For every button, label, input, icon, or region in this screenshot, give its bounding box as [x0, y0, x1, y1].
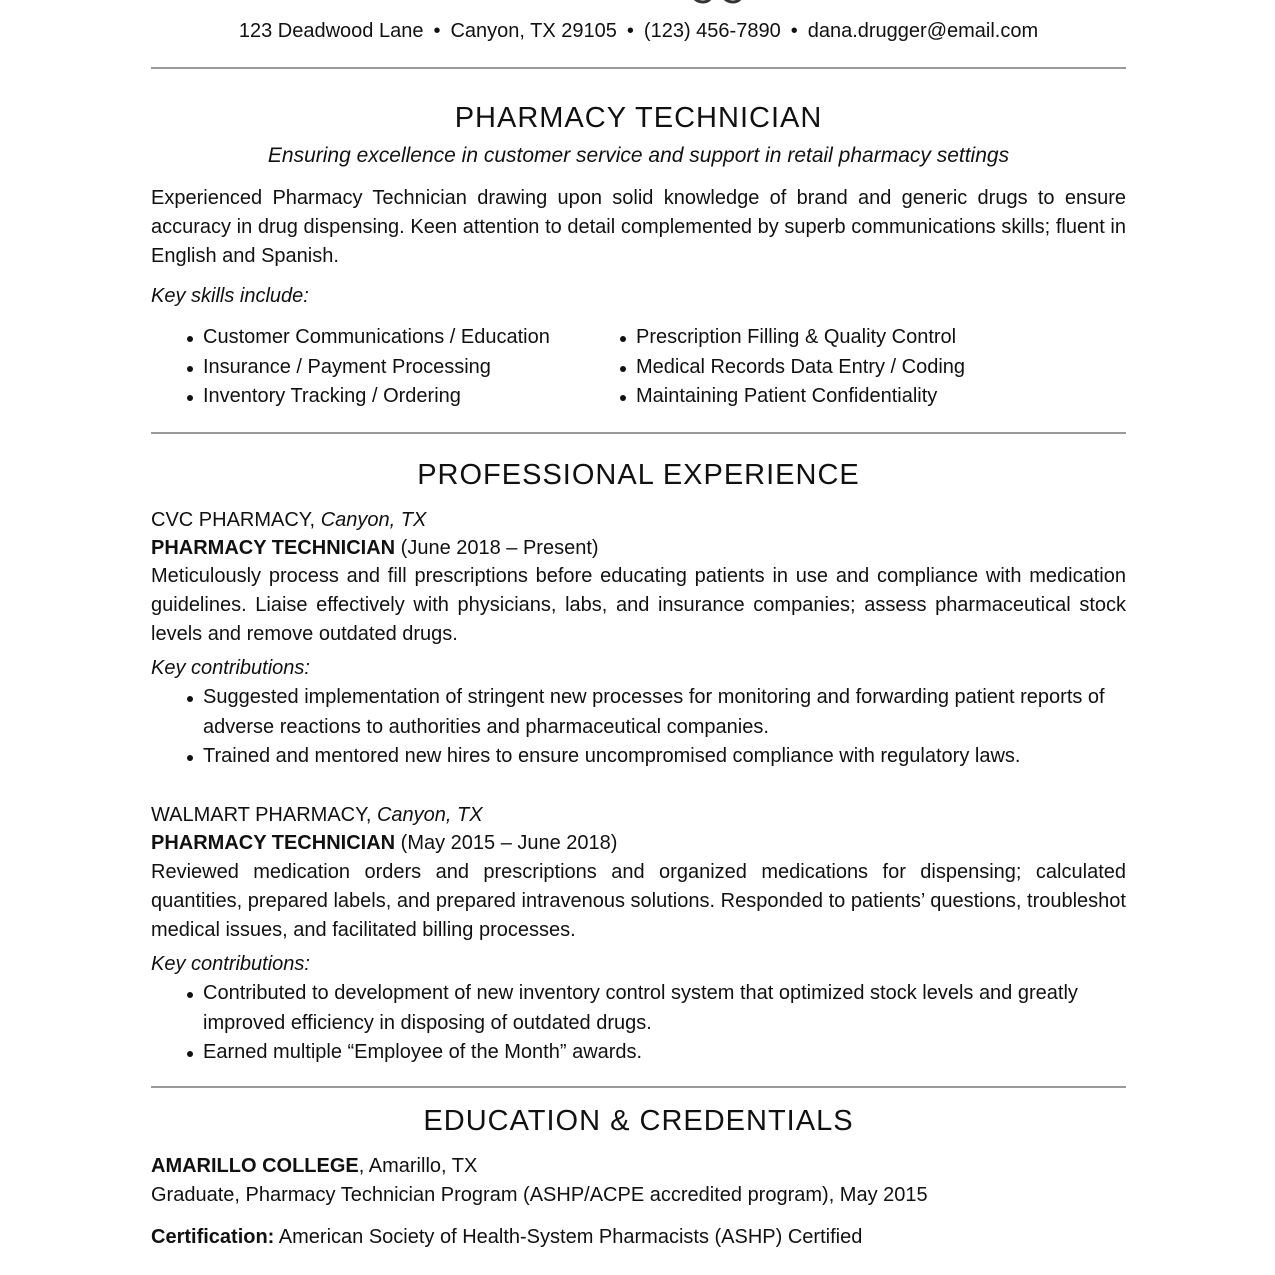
- contributions-list: [151, 683, 1126, 772]
- city-state-zip: Canyon, TX 29105: [450, 20, 617, 42]
- certification-value: American Society of Health-System Pharmacists (ASHP) Certified: [274, 1226, 863, 1248]
- job-title: PHARMACY TECHNICIAN: [151, 832, 396, 854]
- separator-dot: •: [790, 20, 798, 42]
- divider: [151, 1086, 1126, 1088]
- skill-item: Inventory Tracking / Ordering: [151, 382, 591, 412]
- summary-tagline: Ensuring excellence in customer service and support in retail pharmacy settings: [267, 144, 1010, 167]
- summary-paragraph: Experienced Pharmacy Technician drawing upon solid knowledge of brand and generic drugs to ensure accuracy in drug dispensing. Keen attention to detail complemented by superb communications skills; fluent in English and Spanish.: [151, 187, 1126, 267]
- separator-dot: •: [433, 20, 441, 42]
- skills-list-right: [584, 323, 1024, 412]
- contributions-label: Key contributions:: [151, 953, 310, 975]
- degree-line: Graduate, Pharmacy Technician Program (ASHP/ACPE accredited program), May 2015: [151, 1184, 928, 1206]
- skills-list-left: [151, 323, 591, 412]
- contributions-list: [151, 979, 1126, 1068]
- name-heading-cropped: [689, 0, 749, 6]
- school-line: [151, 1153, 477, 1179]
- employer-line: [151, 507, 426, 533]
- contact-line: [151, 19, 1126, 43]
- contribution-item: Trained and mentored new hires to ensure uncompromised compliance with regulatory laws.: [151, 742, 1126, 772]
- divider: [151, 432, 1126, 434]
- job-dates: (May 2015 – June 2018): [400, 832, 618, 854]
- job-title: PHARMACY TECHNICIAN: [151, 537, 396, 559]
- job-description: Meticulously process and fill prescriptions before educating patients in use and compliance with medication guidelines. Liaise effectively with physicians, labs, and insurance companies; assess pharmaceutical stock levels and remove outdated drugs.: [151, 565, 1126, 645]
- skill-item: Medical Records Data Entry / Coding: [584, 353, 1024, 383]
- address-line: 123 Deadwood Lane: [238, 20, 424, 42]
- separator-dot: •: [626, 20, 634, 42]
- employer-name: CVC PHARMACY,: [151, 509, 316, 531]
- phone-number: (123) 456-7890: [643, 20, 781, 42]
- school-name: AMARILLO COLLEGE: [151, 1155, 359, 1177]
- education-title: EDUCATION & CREDENTIALS: [423, 1105, 854, 1137]
- job-description: Reviewed medication orders and prescriptions and organized medications for dispensing; calculated quantities, prepared labels, and prepared intravenous solutions. Responded to patients’ questions, troubleshot medical issues, and facilitated billing processes.: [151, 861, 1126, 941]
- contribution-item: Suggested implementation of stringent new processes for monitoring and forwarding patient reports of adverse reactions to authorities and pharmaceutical companies.: [151, 683, 1126, 742]
- skill-item: Insurance / Payment Processing: [151, 353, 591, 383]
- summary-title: PHARMACY TECHNICIAN: [454, 102, 823, 134]
- role-line: [151, 830, 617, 856]
- employer-line: [151, 802, 483, 828]
- skill-item: Maintaining Patient Confidentiality: [584, 382, 1024, 412]
- contribution-item: Contributed to development of new inventory control system that optimized stock levels and greatly improved efficiency in disposing of outdated drugs.: [151, 979, 1126, 1038]
- job-dates: (June 2018 – Present): [400, 537, 599, 559]
- contributions-label: Key contributions:: [151, 657, 310, 679]
- experience-title: PROFESSIONAL EXPERIENCE: [417, 459, 860, 491]
- skill-item: Prescription Filling & Quality Control: [584, 323, 1024, 353]
- employer-name: WALMART PHARMACY,: [151, 804, 372, 826]
- certification-line: [151, 1224, 862, 1250]
- employer-location: Canyon, TX: [320, 509, 427, 531]
- contribution-item: Earned multiple “Employee of the Month” awards.: [151, 1038, 1126, 1068]
- skills-label: Key skills include:: [151, 285, 309, 307]
- employer-location: Canyon, TX: [376, 804, 483, 826]
- role-line: [151, 535, 599, 561]
- skill-item: Customer Communications / Education: [151, 323, 591, 353]
- email-address[interactable]: dana.drugger@email.com: [807, 20, 1039, 42]
- divider: [151, 67, 1126, 69]
- school-location: , Amarillo, TX: [358, 1155, 478, 1177]
- certification-label: Certification:: [151, 1226, 275, 1248]
